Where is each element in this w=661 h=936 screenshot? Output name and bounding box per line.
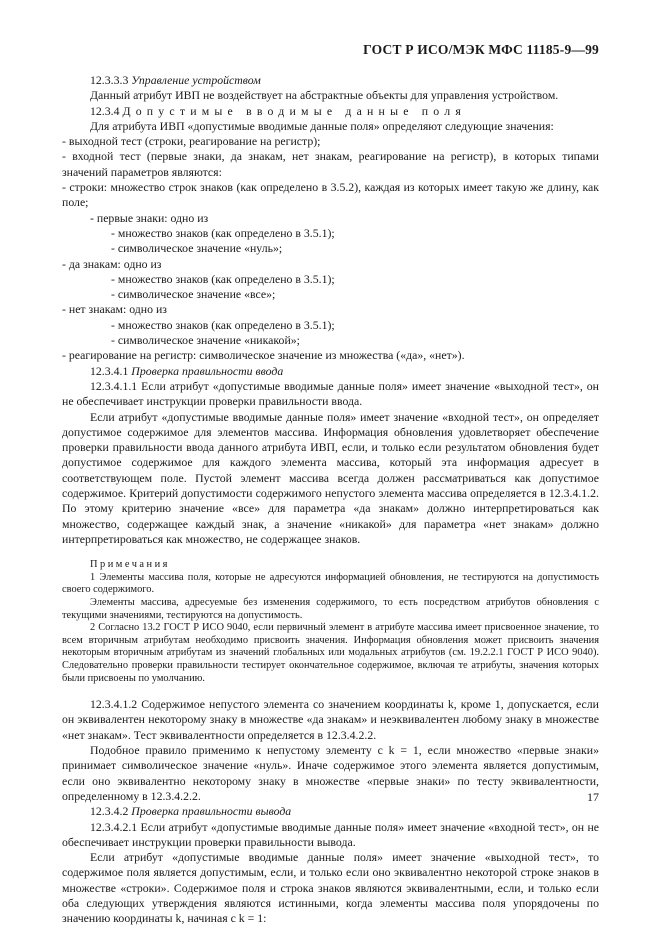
list-item: - да знакам: одно из (62, 256, 162, 271)
list-item: - символическое значение «нуль»; (111, 241, 283, 256)
paragraph: Данный атрибут ИВП не воздействует на абстрактные объекты для управления устройством. (90, 88, 559, 103)
spacer (62, 547, 599, 559)
list-item: - символическое значение «никакой»; (111, 333, 300, 348)
section-title: Управление устройством (131, 73, 261, 87)
section-12-3-3-3 (62, 73, 599, 88)
section-title: Проверка правильности ввода (131, 363, 284, 378)
list-item: - реагирование на регистр: символическое значение из множества («да», «нет»). (62, 348, 465, 363)
list-item: - нет знакам: одно из (62, 302, 167, 317)
notes-title: Примечания (90, 559, 170, 571)
list-item: - множество знаков (как определено в 3.5.1); (111, 317, 335, 332)
paragraph: Подобное правило применимо к непустому элементу с k = 1, если множество «первые знаки» принимает символическое значение «нуль». Иначе содержимое этого элемента является допустимым, если оно эквивалентно некоторому знаку в множестве «первые знаки» по тесту эквивалентности, определенному в 12.3.4.2.2. (62, 743, 599, 803)
paragraph: Для атрибута ИВП «допустимые вводимые данные поля» определяют следующие значения: (90, 118, 554, 133)
list-item: - первые знаки: одно из (90, 210, 209, 225)
note-item: Элементы массива, адресуемые без изменения содержимого, то есть посредством атрибутов обновления с текущими значениями, тестируются на допустимость. (62, 596, 599, 621)
section-number: 12.3.4 (90, 103, 120, 118)
section-12-3-4-2 (62, 804, 599, 819)
section-title: Проверка правильности вывода (131, 804, 292, 819)
page-header-title: ГОСТ Р ИСО/МЭК МФС 11185-9—99 (363, 42, 599, 57)
spacer (62, 685, 599, 697)
list-item: - множество знаков (как определено в 3.5.1); (111, 271, 335, 286)
section-12-3-4 (62, 104, 599, 119)
paragraph: 12.3.4.2.1 Если атрибут «допустимые вводимые данные поля» имеет значение «входной тест», он не обеспечивает инструкции проверки правильности вывода. (62, 819, 599, 849)
note-item: 1 Элементы массива поля, которые не адресуются информацией обновления, не тестируются на допустимость своего содержимого. (62, 571, 599, 596)
list-item: - строки: множество строк знаков (как определено в 3.5.2), каждая из которых имеет такую же длину, как поле; (62, 180, 599, 210)
paragraph: 12.3.4.1.2 Содержимое непустого элемента со значением координаты k, кроме 1, допускается, если он эквивалентен некоторому знаку в множестве «да знакам» и неэквивалентен любому знаку в множестве «нет знакам». Тест эквивалентности определяется в 12.3.4.2.2. (62, 697, 599, 742)
paragraph: Если атрибут «допустимые вводимые данные поля» имеет значение «входной тест», он определяет допустимое содержимое для элементов массива. Информация обновления удовлетворяет обеспечение проверки правильности ввода данного атрибута ИВП, если, и только если результатом обновления будет допустимое содержимое для каждого элемента массива, который эта информация адресует в соответствующем поле. Пустой элемент массива всегда должен рассматриваться как допустимое содержимое. Критерий допустимости содержимого непустого элемента массива определяется в 12.3.4.1.2. По этому критерию значение «все» для параметра «да знакам» должно интерпретироваться как множество, содержащее каждый знак, а значение «никакой» для параметра «нет знакам» должно интерпретироваться как множество, не содержащее знаков. (62, 409, 599, 546)
document-body (62, 73, 599, 927)
list-item: - входной тест (первые знаки, да знакам, нет знакам, реагирование на регистр), в которых типами значений параметров являются: (62, 149, 599, 179)
list-item: - символическое значение «все»; (111, 287, 276, 302)
section-number: 12.3.3.3 (90, 73, 129, 87)
note-item: 2 Согласно 13.2 ГОСТ Р ИСО 9040, если первичный элемент в атрибуте массива имеет присвоенное значение, то всем вторичным атрибутам необходимо присвоить значения. Информация обновления может присвоить значения некоторым вторичным атрибутам из значений глобальных или модальных атрибутов (см. 19.2.2.1 ГОСТ Р ИСО 9040). Следовательно проверки правильности тестирует окончательное содержимое, включая те атрибуты, значения которых были присвоены по умолчанию. (62, 622, 599, 684)
paragraph: Если атрибут «допустимые вводимые данные поля» имеет значение «выходной тест», то содержимое поля является допустимым, если, и только если оно эквивалентно некоторой строке знаков в множестве «строки». Содержимое поля и строка знаков являются эквивалентными, если, и только если оба следующих утверждения являются истинными, когда элементы массива поля упорядочены по значению координаты k, начиная с k = 1: (62, 850, 599, 926)
section-number: 12.3.4.2 (90, 804, 129, 819)
notes-block (62, 559, 599, 685)
paragraph: 12.3.4.1.1 Если атрибут «допустимые вводимые данные поля» имеет значение «выходной тест», он не обеспечивает инструкции проверки правильности ввода. (62, 378, 599, 409)
list-item: - выходной тест (строки, реагирование на регистр); (62, 134, 321, 149)
section-12-3-4-1 (62, 364, 599, 379)
section-title: Допустимые вводимые данные поля (122, 103, 466, 118)
page-number: 17 (587, 790, 599, 804)
section-number: 12.3.4.1 (90, 363, 129, 378)
list-item: - множество знаков (как определено в 3.5.1); (111, 225, 335, 240)
